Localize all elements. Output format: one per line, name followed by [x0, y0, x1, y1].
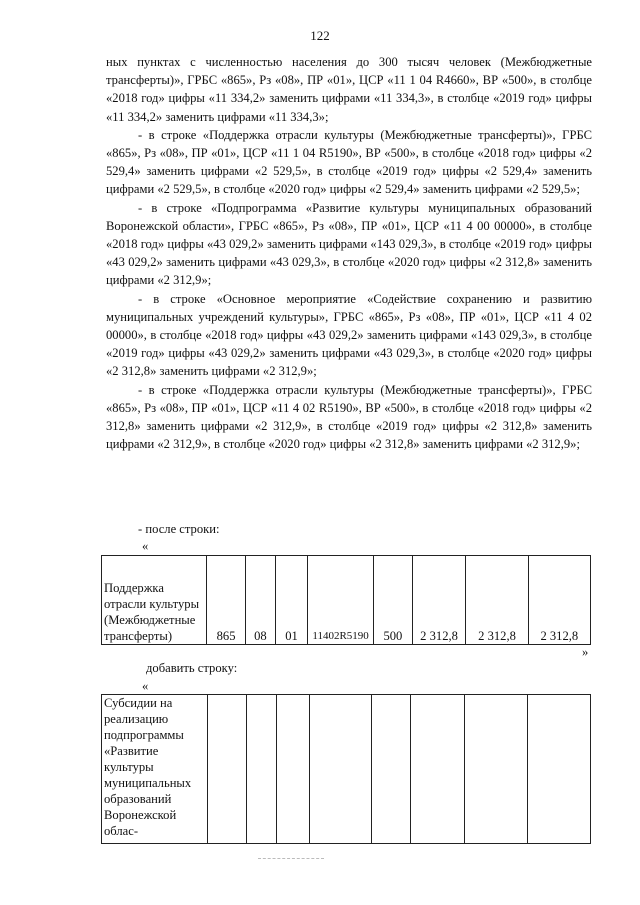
paragraph-1: ных пунктах с численностью населения до 300 тысяч человек (Межбюджетные трансферты)», ГРБС «865», Рз «08», ПР «01», ЦСР «11 1 04 R4660», ВР «500», в столбце «2018 год» цифры «11 334,2» заменить цифрами «11 334,3», в столбце «2019 год» цифры «11 334,2» заменить цифрами «11 334,3»; [106, 55, 592, 124]
rz-cell: 08 [245, 556, 275, 645]
year-2019-cell: 2 312,8 [466, 556, 528, 645]
footer-divider [258, 858, 324, 859]
existing-row-table [101, 555, 591, 645]
open-quote-2: « [142, 679, 149, 693]
csr-cell [309, 695, 372, 844]
page-number: 122 [310, 28, 330, 43]
row-name-cell: Поддержка отрасли культуры (Межбюджетные трансферты) [102, 556, 207, 645]
year-2020-cell: 2 312,8 [528, 556, 590, 645]
add-row-label: добавить строку: [146, 661, 238, 675]
open-quote-1: « [142, 539, 149, 553]
year-2019-cell [465, 695, 528, 844]
new-row-table [101, 694, 591, 844]
vr-cell: 500 [374, 556, 413, 645]
rz-cell [246, 695, 276, 844]
grbs-cell [208, 695, 247, 844]
table-row [102, 556, 591, 645]
paragraph-3: - в строке «Подпрограмма «Развитие культуры муниципальных образований Воронежской области», ГРБС «865», Рз «08», ПР «01», ЦСР «11 4 00 00000», в столбце «2018 год» цифры «43 029,2» заменить цифрами «143 029,3», в столбце «2019 год» цифры «43 029,2» заменить цифрами «43 029,3», в столбце «2020 год» цифры «2 312,8» заменить цифрами «2 312,9»; [106, 200, 592, 288]
csr-cell: 11402R5190 [308, 556, 374, 645]
row-name-cell: Субсидии на реализацию подпрограммы «Развитие культуры муниципальных образований Воронежской облас- [102, 695, 208, 844]
pr-cell: 01 [275, 556, 307, 645]
year-2018-cell [411, 695, 465, 844]
paragraph-5: - в строке «Поддержка отрасли культуры (Межбюджетные трансферты)», ГРБС «865», Рз «08», ПР «01», ЦСР «11 4 02 R5190», ВР «500», в столбце «2018 год» цифры «2 312,8» заменить цифрами «2 312,9», в столбце «2019 год» цифры «2 312,8» заменить цифрами «2 312,9», в столбце «2020 год» цифры «2 312,8» заменить цифрами «2 312,9»; [106, 382, 592, 452]
close-quote-1: » [582, 645, 589, 659]
document-body [106, 53, 592, 453]
paragraph-4: - в строке «Основное мероприятие «Содействие сохранению и развитию муниципальных учреждений культуры», ГРБС «865», Рз «08», ПР «01», ЦСР «11 4 02 00000», в столбце «2018 год» цифры «43 029,2» заменить цифрами «143 029,3», в столбце «2019 год» цифры «43 029,2» заменить цифрами «43 029,3», в столбце «2020 год» цифры «2 312,8» заменить цифрами «2 312,9»; [106, 291, 592, 379]
after-row-label: - после строки: [138, 522, 220, 536]
paragraph-2: - в строке «Поддержка отрасли культуры (Межбюджетные трансферты)», ГРБС «865», Рз «08», ПР «01», ЦСР «11 1 04 R5190», ВР «500», в столбце «2018 год» цифры «2 529,4» заменить цифрами «2 529,5», в столбце «2019 год» цифры «2 529,4» заменить цифрами «2 529,5», в столбце «2020 год» цифры «2 529,4» заменить цифрами «2 529,5»; [106, 127, 592, 197]
vr-cell [372, 695, 411, 844]
year-2018-cell: 2 312,8 [412, 556, 466, 645]
grbs-cell: 865 [207, 556, 246, 645]
year-2020-cell [528, 695, 591, 844]
pr-cell [277, 695, 309, 844]
table-row [102, 695, 591, 844]
